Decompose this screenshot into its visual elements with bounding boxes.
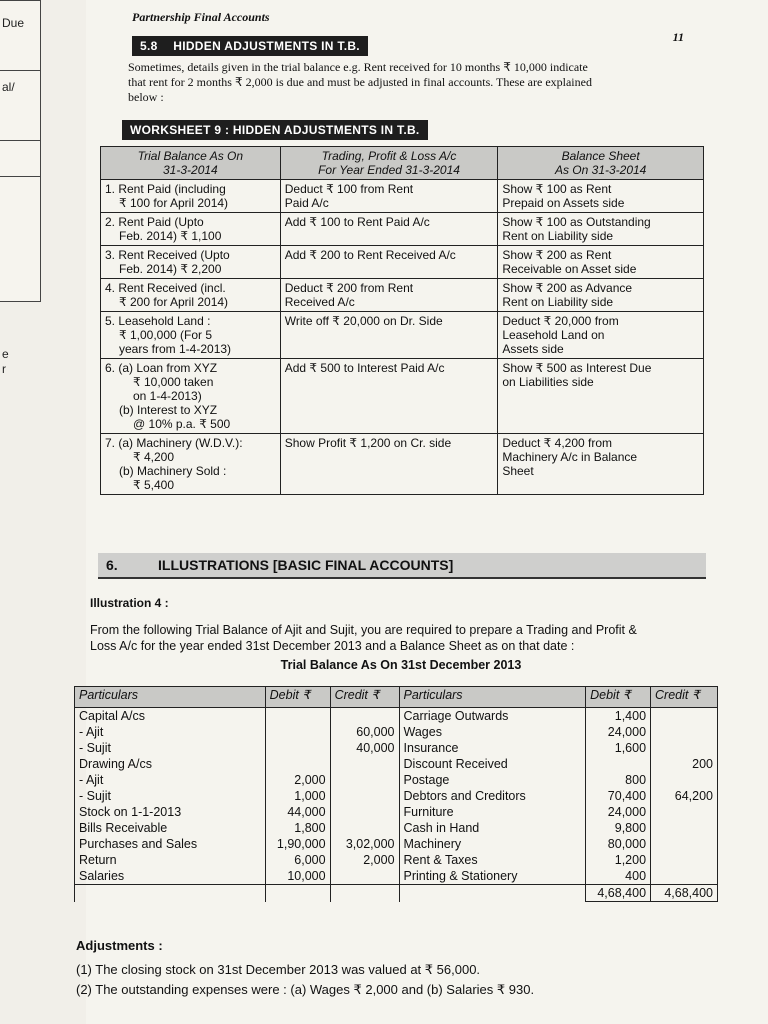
tb-total-cell bbox=[330, 885, 399, 902]
trial-balance-row bbox=[75, 708, 718, 725]
trial-balance-row bbox=[75, 724, 718, 740]
prev-page-text: r bbox=[2, 362, 6, 376]
running-title: Partnership Final Accounts bbox=[132, 10, 270, 24]
trial-balance-row bbox=[75, 740, 718, 756]
trial-balance-title: Trial Balance As On 31st December 2013 bbox=[280, 658, 522, 672]
prev-page-text: Due bbox=[2, 16, 25, 30]
trial-balance-table bbox=[74, 686, 718, 902]
tb-cell: - Sujit bbox=[75, 788, 266, 804]
tb-cell: Printing & Stationery bbox=[399, 868, 586, 885]
tb-cell: 2. Rent Paid (Upto Feb. 2014) ₹ 1,100 bbox=[101, 213, 281, 246]
tb-cell: 5. Leasehold Land : ₹ 1,00,000 (For 5 years from 1-4-2013) bbox=[101, 312, 281, 359]
tb-cell bbox=[651, 708, 718, 725]
tb-header-cell: Debit ₹ bbox=[586, 687, 651, 708]
tb-cell: 400 bbox=[586, 868, 651, 885]
bs-cell: Show ₹ 200 as Advance Rent on Liability side bbox=[498, 279, 704, 312]
tb-cell: Salaries bbox=[75, 868, 266, 885]
tb-cell: Return bbox=[75, 852, 266, 868]
tb-cell: 9,800 bbox=[586, 820, 651, 836]
tb-total-cell: 4,68,400 bbox=[651, 885, 718, 902]
tb-cell bbox=[330, 804, 399, 820]
tb-cell bbox=[651, 868, 718, 885]
tb-total-cell bbox=[265, 885, 330, 902]
adjustment-item: (1) The closing stock on 31st December 2013 was valued at ₹ 56,000. bbox=[76, 962, 481, 977]
bs-cell: Show ₹ 500 as Interest Due on Liabilities side bbox=[498, 359, 704, 434]
tb-cell: Bills Receivable bbox=[75, 820, 266, 836]
tb-cell bbox=[586, 756, 651, 772]
worksheet-row bbox=[101, 246, 704, 279]
bs-cell: Deduct ₹ 20,000 from Leasehold Land on Assets side bbox=[498, 312, 704, 359]
trial-balance-total-row bbox=[75, 885, 718, 902]
tb-cell: 44,000 bbox=[265, 804, 330, 820]
tb-cell: 800 bbox=[586, 772, 651, 788]
tb-header-cell: Particulars bbox=[75, 687, 266, 708]
tb-cell: 60,000 bbox=[330, 724, 399, 740]
tb-cell: 2,000 bbox=[330, 852, 399, 868]
tb-cell: Rent & Taxes bbox=[399, 852, 586, 868]
tb-cell: Debtors and Creditors bbox=[399, 788, 586, 804]
pl-cell: Add ₹ 500 to Interest Paid A/c bbox=[280, 359, 498, 434]
prev-page-box bbox=[0, 140, 41, 178]
tb-cell bbox=[330, 788, 399, 804]
tb-cell: 1. Rent Paid (including ₹ 100 for April 2014) bbox=[101, 180, 281, 213]
bs-cell: Deduct ₹ 4,200 from Machinery A/c in Balance Sheet bbox=[498, 434, 704, 495]
trial-balance-header-row bbox=[75, 687, 718, 708]
tb-cell bbox=[330, 708, 399, 725]
worksheet-header-cell: Trial Balance As On 31-3-2014 bbox=[101, 147, 281, 180]
tb-cell: 1,000 bbox=[265, 788, 330, 804]
tb-total-cell: 4,68,400 bbox=[586, 885, 651, 902]
tb-cell: 3. Rent Received (Upto Feb. 2014) ₹ 2,200 bbox=[101, 246, 281, 279]
trial-balance-row bbox=[75, 772, 718, 788]
tb-cell: - Ajit bbox=[75, 772, 266, 788]
worksheet-row bbox=[101, 312, 704, 359]
tb-cell: 1,200 bbox=[586, 852, 651, 868]
tb-cell bbox=[265, 724, 330, 740]
section-number: 5.8 bbox=[140, 39, 158, 53]
tb-cell bbox=[651, 740, 718, 756]
tb-cell: 6. (a) Loan from XYZ ₹ 10,000 taken on 1-4-2013) (b) Interest to XYZ @ 10% p.a. ₹ 500 bbox=[101, 359, 281, 434]
tb-cell: 40,000 bbox=[330, 740, 399, 756]
tb-cell: 4. Rent Received (incl. ₹ 200 for April 2014) bbox=[101, 279, 281, 312]
page-number: 11 bbox=[672, 30, 684, 44]
section-text-line: that rent for 2 months ₹ 2,000 is due and must be adjusted in final accounts. These are explained bbox=[128, 75, 592, 89]
worksheet-header-row bbox=[101, 147, 704, 180]
trial-balance-row bbox=[75, 820, 718, 836]
tb-header-cell: Credit ₹ bbox=[330, 687, 399, 708]
tb-total-cell bbox=[399, 885, 586, 902]
tb-header-cell: Particulars bbox=[399, 687, 586, 708]
tb-cell: - Ajit bbox=[75, 724, 266, 740]
worksheet-heading: WORKSHEET 9 : HIDDEN ADJUSTMENTS IN T.B. bbox=[122, 120, 428, 140]
tb-cell: 1,400 bbox=[586, 708, 651, 725]
section-text-line: below : bbox=[128, 90, 164, 104]
tb-cell: Capital A/cs bbox=[75, 708, 266, 725]
tb-cell bbox=[330, 772, 399, 788]
tb-cell: Discount Received bbox=[399, 756, 586, 772]
pl-cell: Show Profit ₹ 1,200 on Cr. side bbox=[280, 434, 498, 495]
illustration-text-line: Loss A/c for the year ended 31st December 2013 and a Balance Sheet as on that date : bbox=[90, 639, 575, 653]
tb-cell: 2,000 bbox=[265, 772, 330, 788]
tb-cell: 24,000 bbox=[586, 724, 651, 740]
tb-cell: 1,800 bbox=[265, 820, 330, 836]
section-title: ILLUSTRATIONS [BASIC FINAL ACCOUNTS] bbox=[158, 557, 454, 573]
tb-cell bbox=[651, 852, 718, 868]
tb-total-cell bbox=[75, 885, 266, 902]
tb-cell: 1,600 bbox=[586, 740, 651, 756]
tb-cell: Insurance bbox=[399, 740, 586, 756]
trial-balance-row bbox=[75, 868, 718, 885]
tb-cell: 64,200 bbox=[651, 788, 718, 804]
prev-page-box bbox=[0, 176, 41, 302]
trial-balance-row bbox=[75, 788, 718, 804]
pl-cell: Write off ₹ 20,000 on Dr. Side bbox=[280, 312, 498, 359]
worksheet-row bbox=[101, 213, 704, 246]
bs-cell: Show ₹ 100 as Rent Prepaid on Assets side bbox=[498, 180, 704, 213]
prev-page-text: e bbox=[2, 347, 9, 361]
tb-header-cell: Debit ₹ bbox=[265, 687, 330, 708]
section-text-line: Sometimes, details given in the trial balance e.g. Rent received for 10 months ₹ 10,000 indicate bbox=[128, 60, 588, 74]
tb-cell bbox=[330, 868, 399, 885]
trial-balance-row bbox=[75, 852, 718, 868]
pl-cell: Add ₹ 200 to Rent Received A/c bbox=[280, 246, 498, 279]
tb-cell: 200 bbox=[651, 756, 718, 772]
worksheet-row bbox=[101, 359, 704, 434]
tb-cell: Postage bbox=[399, 772, 586, 788]
tb-cell bbox=[265, 708, 330, 725]
tb-cell: 80,000 bbox=[586, 836, 651, 852]
tb-cell: 7. (a) Machinery (W.D.V.): ₹ 4,200 (b) Machinery Sold : ₹ 5,400 bbox=[101, 434, 281, 495]
tb-cell: Machinery bbox=[399, 836, 586, 852]
bs-cell: Show ₹ 200 as Rent Receivable on Asset side bbox=[498, 246, 704, 279]
illustration-text-line: From the following Trial Balance of Ajit and Sujit, you are required to prepare a Trading and Profit & bbox=[90, 623, 637, 637]
pl-cell: Deduct ₹ 200 from Rent Received A/c bbox=[280, 279, 498, 312]
adjustments-title: Adjustments : bbox=[76, 938, 163, 953]
worksheet-row bbox=[101, 180, 704, 213]
prev-page-box bbox=[0, 0, 41, 72]
section-5-8-heading bbox=[132, 36, 368, 56]
tb-cell: 6,000 bbox=[265, 852, 330, 868]
tb-cell bbox=[265, 740, 330, 756]
tb-cell bbox=[651, 804, 718, 820]
tb-cell: Drawing A/cs bbox=[75, 756, 266, 772]
worksheet-table bbox=[100, 146, 704, 495]
tb-cell: - Sujit bbox=[75, 740, 266, 756]
trial-balance-row bbox=[75, 756, 718, 772]
worksheet-header-cell: Balance Sheet As On 31-3-2014 bbox=[498, 147, 704, 180]
section-6-heading bbox=[98, 553, 706, 579]
tb-cell: Cash in Hand bbox=[399, 820, 586, 836]
worksheet-row bbox=[101, 434, 704, 495]
pl-cell: Add ₹ 100 to Rent Paid A/c bbox=[280, 213, 498, 246]
tb-cell: Wages bbox=[399, 724, 586, 740]
section-number: 6. bbox=[106, 557, 118, 573]
tb-cell: 10,000 bbox=[265, 868, 330, 885]
worksheet-header-cell: Trading, Profit & Loss A/c For Year Ended 31-3-2014 bbox=[280, 147, 498, 180]
pl-cell: Deduct ₹ 100 from Rent Paid A/c bbox=[280, 180, 498, 213]
tb-cell bbox=[330, 756, 399, 772]
illustration-text bbox=[90, 622, 710, 654]
section-title: HIDDEN ADJUSTMENTS IN T.B. bbox=[173, 39, 360, 53]
tb-cell bbox=[651, 836, 718, 852]
adjustment-item: (2) The outstanding expenses were : (a) Wages ₹ 2,000 and (b) Salaries ₹ 930. bbox=[76, 982, 535, 997]
tb-cell bbox=[651, 772, 718, 788]
illustration-label: Illustration 4 : bbox=[90, 596, 169, 610]
tb-cell: Stock on 1-1-2013 bbox=[75, 804, 266, 820]
tb-cell: 3,02,000 bbox=[330, 836, 399, 852]
tb-cell: 24,000 bbox=[586, 804, 651, 820]
bs-cell: Show ₹ 100 as Outstanding Rent on Liability side bbox=[498, 213, 704, 246]
tb-header-cell: Credit ₹ bbox=[651, 687, 718, 708]
trial-balance-row bbox=[75, 836, 718, 852]
tb-cell: Purchases and Sales bbox=[75, 836, 266, 852]
tb-cell: 1,90,000 bbox=[265, 836, 330, 852]
prev-page-text: al/ bbox=[2, 80, 15, 94]
tb-cell bbox=[265, 756, 330, 772]
tb-cell bbox=[651, 820, 718, 836]
tb-cell: Furniture bbox=[399, 804, 586, 820]
worksheet-row bbox=[101, 279, 704, 312]
trial-balance-row bbox=[75, 804, 718, 820]
tb-cell: 70,400 bbox=[586, 788, 651, 804]
tb-cell: Carriage Outwards bbox=[399, 708, 586, 725]
tb-cell bbox=[651, 724, 718, 740]
tb-cell bbox=[330, 820, 399, 836]
book-page bbox=[76, 0, 768, 1024]
